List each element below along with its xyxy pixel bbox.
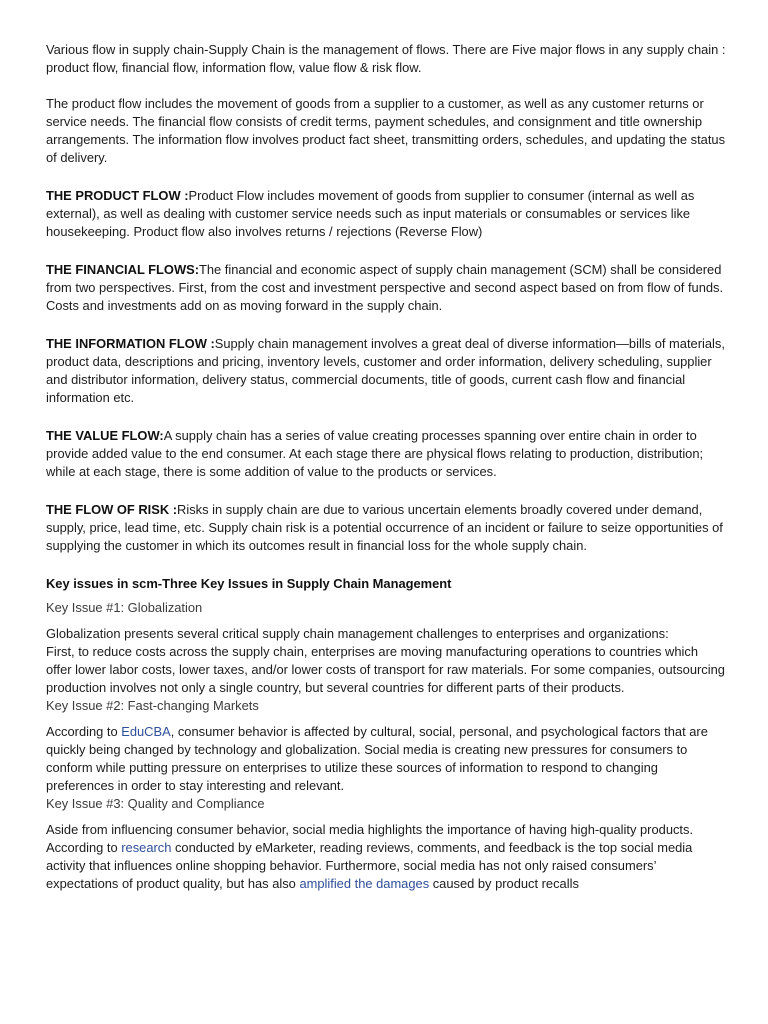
educba-link[interactable]: EduCBA	[121, 724, 171, 739]
section-heading: THE VALUE FLOW:	[46, 428, 164, 443]
issue-3-body	[46, 821, 726, 893]
value-flow-paragraph	[46, 427, 726, 481]
issue-3-text-2: conducted by eMarketer, reading reviews, comments, and feedback is the top social media activity that influences online shopping behavior. Furthermore, social media has not only raised consumers’ expectations of product quality, but has also	[46, 840, 693, 891]
issue-2-text-post: , consumer behavior is affected by cultural, social, personal, and psychological factors that are quickly being changed by technology and globalization. Social media is creating new pressures for consumers to conform while putting pressure on enterprises to utilize these sources of information to respond to changing preferences in order to stay interesting and relevant.	[46, 724, 708, 793]
risk-flow-paragraph	[46, 501, 726, 555]
product-flow-paragraph	[46, 187, 726, 241]
issue-3-text-1: Aside from influencing consumer behavior, social media highlights the importance of having high-quality products. According to	[46, 822, 694, 855]
issue-3-title: Key Issue #3: Quality and Compliance	[46, 796, 265, 811]
section-text: A supply chain has a series of value creating processes spanning over entire chain in order to provide added value to the end consumer. At each stage there are physical flows relating to production, distribution; while at each stage, there is some addition of value to the products or services.	[46, 428, 704, 479]
document-page	[46, 41, 726, 893]
information-flow-paragraph	[46, 335, 726, 407]
issue-1-body: First, to reduce costs across the supply chain, enterprises are moving manufacturing operations to countries which offer lower labor costs, lower taxes, and/or lower costs of transport for raw materials. For some companies, outsourcing production involves not only a single country, but several countries for different parts of their products.	[46, 644, 725, 695]
key-issues-heading-bold: Key issues in scm-	[46, 576, 163, 591]
amplified-damages-link[interactable]: amplified the damages	[299, 876, 430, 891]
issue-3-text-3: caused by product recalls	[429, 876, 579, 891]
section-heading: THE FINANCIAL FLOWS:	[46, 262, 200, 277]
section-heading: THE FLOW OF RISK :	[46, 502, 178, 517]
financial-flow-paragraph	[46, 261, 726, 315]
issue-1-title: Key Issue #1: Globalization	[46, 600, 203, 615]
section-heading: THE INFORMATION FLOW :	[46, 336, 215, 351]
research-link[interactable]: research	[121, 840, 172, 855]
intro-paragraph: Various flow in supply chain-Supply Chain is the management of flows. There are Five major flows in any supply chain : product flow, financial flow, information flow, value flow & risk flow.	[46, 42, 726, 75]
issue-2-body	[46, 723, 726, 795]
issue-1-intro: Globalization presents several critical supply chain management challenges to enterprises and organizations:	[46, 626, 669, 641]
issue-2-title: Key Issue #2: Fast-changing Markets	[46, 698, 259, 713]
section-text: Product Flow includes movement of goods from supplier to consumer (internal as well as external), as well as dealing with customer service needs such as input materials or consumables or services like housekeeping. Product flow also involves returns / rejections (Reverse Flow)	[46, 188, 695, 239]
issue-2-text-pre: According to	[46, 724, 122, 739]
section-text: The financial and economic aspect of supply chain management (SCM) shall be considered from two perspectives. First, from the cost and investment perspective and second aspect based on from flow of funds. Costs and investments add on as moving forward in the supply chain.	[46, 262, 724, 313]
overview-paragraph: The product flow includes the movement of goods from a supplier to a customer, as well as any customer returns or service needs. The financial flow consists of credit terms, payment schedules, and consignment and title ownership arrangements. The information flow involves product fact sheet, transmitting orders, schedules, and updating the status of delivery.	[46, 96, 726, 165]
section-text: Risks in supply chain are due to various uncertain elements broadly covered under demand, supply, price, lead time, etc. Supply chain risk is a potential occurrence of an incident or failure to seize opportunities of supplying the customer in which its outcomes result in financial loss for the whole supply chain.	[46, 502, 723, 553]
section-heading: THE PRODUCT FLOW :	[46, 188, 189, 203]
section-text: Supply chain management involves a great deal of diverse information—bills of materials, product data, descriptions and pricing, inventory levels, customer and order information, delivery scheduling, supplier and distributor information, delivery status, commercial documents, title of goods, current cash flow and financial information etc.	[46, 336, 725, 405]
key-issues-heading	[46, 575, 726, 593]
key-issues-heading-rest: Three Key Issues in Supply Chain Management	[162, 576, 452, 591]
